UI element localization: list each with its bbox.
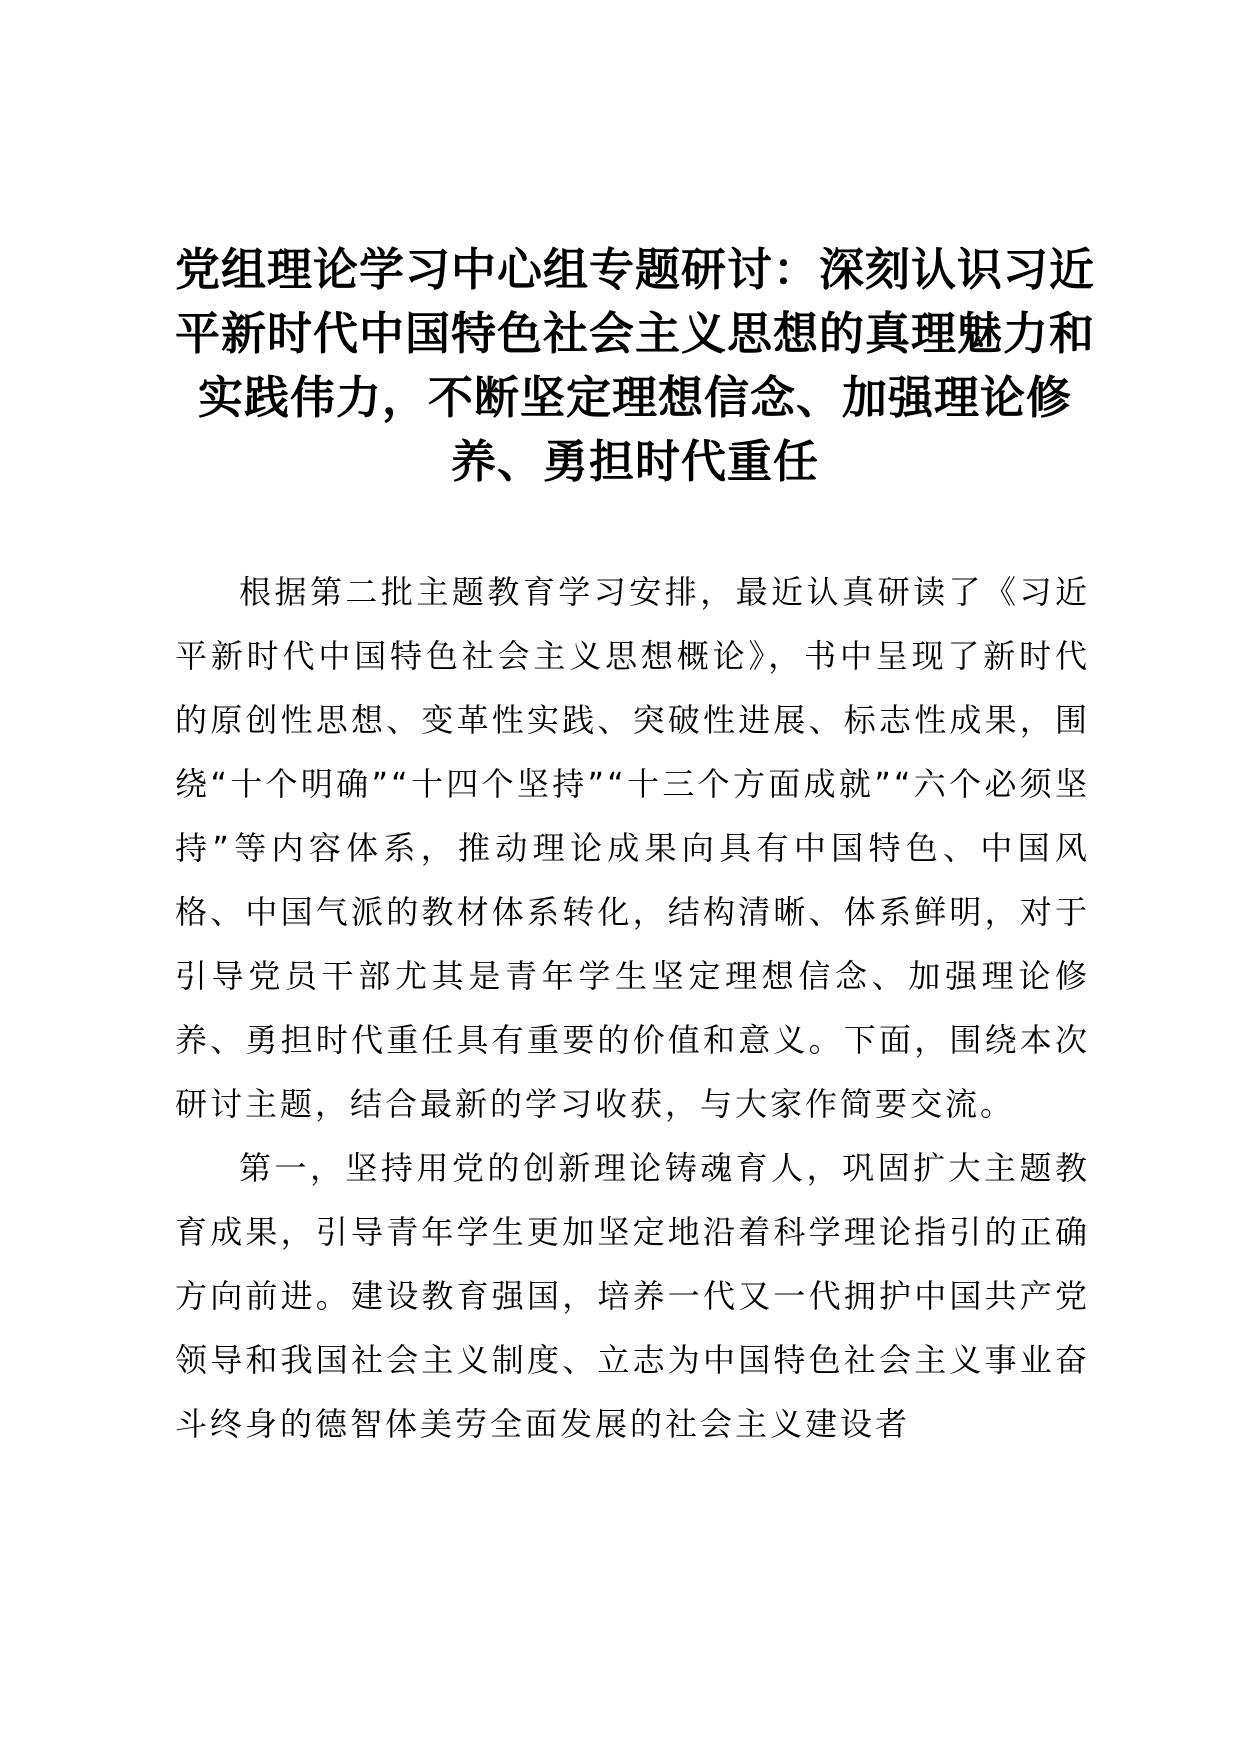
paragraph-intro: 根据第二批主题教育学习安排，最近认真研读了《习近平新时代中国特色社会主义思想概论》，书中呈现了新时代的原创性思想、变革性实践、突破性进展、标志性成果，围绕“十个明确”“十四个坚持”“十三个方面成就”“六个必须坚持”等内容体系，推动理论成果向具有中国特色、中国风格、中国气派的教材体系转化，结构清晰、体系鲜明，对于引导党员干部尤其是青年学生坚定理想信念、加强理论修养、勇担时代重任具有重要的价值和意义。下面，围绕本次研讨主题，结合最新的学习收获，与大家作简要交流。 xyxy=(175,573,1090,1123)
document-title: 党组理论学习中心组专题研讨：深刻认识习近平新时代中国特色社会主义思想的真理魅力和实践伟力，不断坚定理想信念、加强理论修养、勇担时代重任 xyxy=(175,243,1096,488)
document-body xyxy=(175,560,1090,1456)
paragraph-first-point: 第一，坚持用党的创新理论铸魂育人，巩固扩大主题教育成果，引导青年学生更加坚定地沿着科学理论指引的正确方向前进。建设教育强国，培养一代又一代拥护中国共产党领导和我国社会主义制度、立志为中国特色社会主义事业奋斗终身的德智体美劳全面发展的社会主义建设者 xyxy=(175,1149,1090,1443)
